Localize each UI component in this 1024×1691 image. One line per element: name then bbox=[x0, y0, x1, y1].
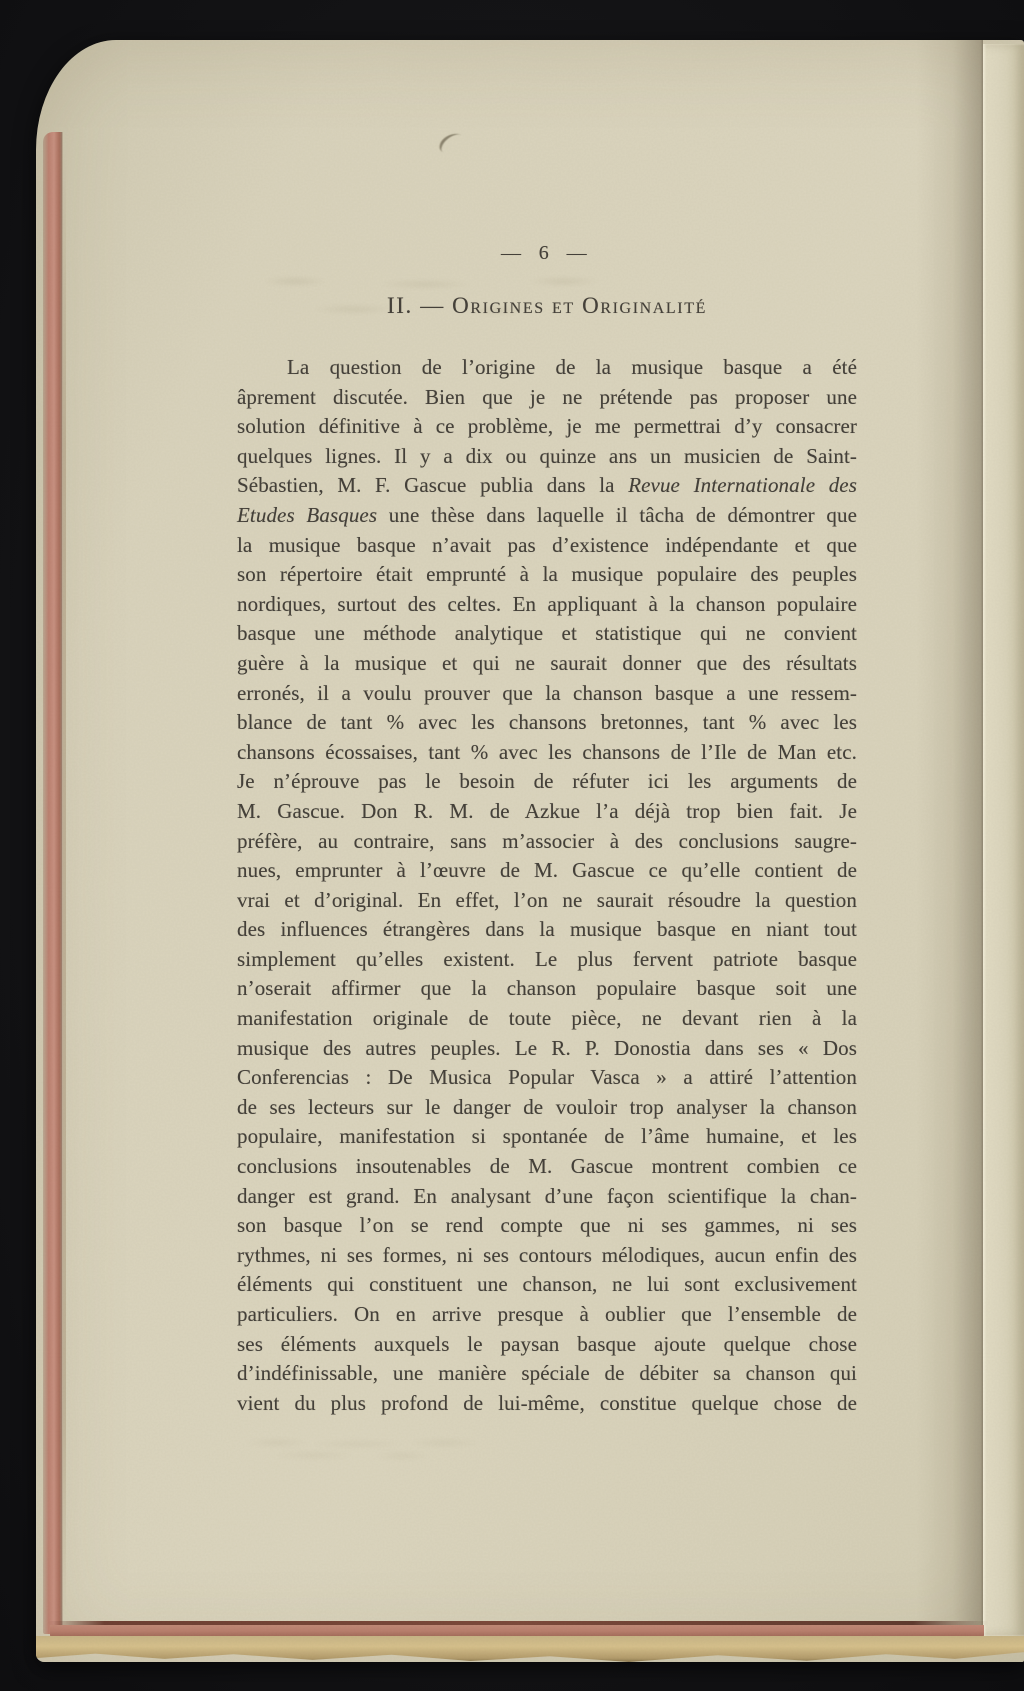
text-line: basque une méthode analytique et statistique qui ne convient bbox=[237, 621, 857, 646]
text-line: Sébastien, M. F. Gascue publia dans la Revue Internationale des bbox=[237, 473, 857, 498]
gutter-page-fold bbox=[983, 44, 1024, 1636]
section-heading: II. — Origines et Originalité bbox=[387, 293, 707, 318]
text-line: guère à la musique et qui ne saurait donner que des résultats bbox=[237, 650, 857, 675]
text-line: son basque l’on se rend compte que ni ses gammes, ni ses bbox=[237, 1213, 857, 1238]
page-content bbox=[237, 240, 857, 1418]
text-line: ses éléments auxquels le paysan basque ajoute quelque chose bbox=[237, 1331, 857, 1356]
body-text bbox=[237, 353, 857, 1418]
book-page bbox=[36, 40, 1024, 1662]
text-line: son répertoire était emprunté à la musique populaire des peuples bbox=[237, 562, 857, 587]
text-line: nordiques, surtout des celtes. En appliquant à la chanson populaire bbox=[237, 591, 857, 616]
text-line: préfère, au contraire, sans m’associer à des conclusions saugre- bbox=[237, 828, 857, 853]
text-line: vient du plus profond de lui-même, constitue quelque chose de bbox=[237, 1390, 857, 1415]
text-line: Conferencias : De Musica Popular Vasca » a attiré l’attention bbox=[237, 1065, 857, 1090]
text-line: Je n’éprouve pas le besoin de réfuter ici les arguments de bbox=[237, 769, 857, 794]
text-line: âprement discutée. Bien que je ne prétende pas proposer une bbox=[237, 384, 857, 409]
paper-fiber-smudge bbox=[435, 130, 470, 158]
gutter-shadow bbox=[916, 40, 983, 1636]
text-line: M. Gascue. Don R. M. de Azkue l’a déjà trop bien fait. Je bbox=[237, 798, 857, 823]
text-line: La question de l’origine de la musique basque a été bbox=[287, 355, 857, 379]
text-line: blance de tant % avec les chansons bretonnes, tant % avec les bbox=[237, 710, 857, 735]
text-line: de ses lecteurs sur le danger de vouloir trop analyser la chanson bbox=[237, 1094, 857, 1119]
text-line: musique des autres peuples. Le R. P. Donostia dans ses « Dos bbox=[237, 1035, 857, 1060]
text-line: nues, emprunter à l’œuvre de M. Gascue ce qu’elle contient de bbox=[237, 858, 857, 883]
fore-edge-inner-line bbox=[63, 150, 66, 1622]
text-line: erronés, il a voulu prouver que la chanson basque a une ressem- bbox=[237, 680, 857, 705]
text-line: la musique basque n’avait pas d’existence indépendante et que bbox=[237, 532, 857, 557]
fore-edge-tint bbox=[43, 132, 63, 1634]
text-line: particuliers. On en arrive presque à oublier que l’ensemble de bbox=[237, 1302, 857, 1326]
text-line: éléments qui constituent une chanson, ne lui sont exclusivement bbox=[237, 1272, 857, 1297]
text-line: d’indéfinissable, une manière spéciale de débiter sa chanson qui bbox=[237, 1361, 857, 1386]
bottom-deckle-edge bbox=[36, 1636, 1024, 1662]
text-line: simplement qu’elles existent. Le plus fervent patriote basque bbox=[237, 946, 857, 971]
text-line: populaire, manifestation si spontanée de l’âme humaine, et les bbox=[237, 1124, 857, 1149]
page-number: — 6 — bbox=[501, 242, 593, 264]
text-line: quelques lignes. Il y a dix ou quinze ans un musicien de Saint- bbox=[237, 443, 857, 468]
text-line: rythmes, ni ses formes, ni ses contours mélodiques, aucun enfin des bbox=[237, 1242, 857, 1267]
text-line: conclusions insoutenables de M. Gascue montrent combien ce bbox=[237, 1154, 857, 1179]
ink-show-through bbox=[241, 1435, 501, 1461]
text-line: danger est grand. En analysant d’une façon scientifique la chan- bbox=[237, 1183, 857, 1208]
text-line: n’oserait affirmer que la chanson populaire basque soit une bbox=[237, 976, 857, 1001]
text-line: vrai et d’original. En effet, l’on ne saurait résoudre la question bbox=[237, 887, 857, 912]
text-line: manifestation originale de toute pièce, ne devant rien à la bbox=[237, 1006, 857, 1031]
text-line: solution définitive à ce problème, je me permettrai d’y consacrer bbox=[237, 414, 857, 439]
text-line: des influences étrangères dans la musique basque en niant tout bbox=[237, 917, 857, 942]
text-line: Etudes Basques une thèse dans laquelle il tâcha de démontrer que bbox=[237, 502, 857, 527]
text-line: chansons écossaises, tant % avec les chansons de l’Ile de Man etc. bbox=[237, 739, 857, 764]
